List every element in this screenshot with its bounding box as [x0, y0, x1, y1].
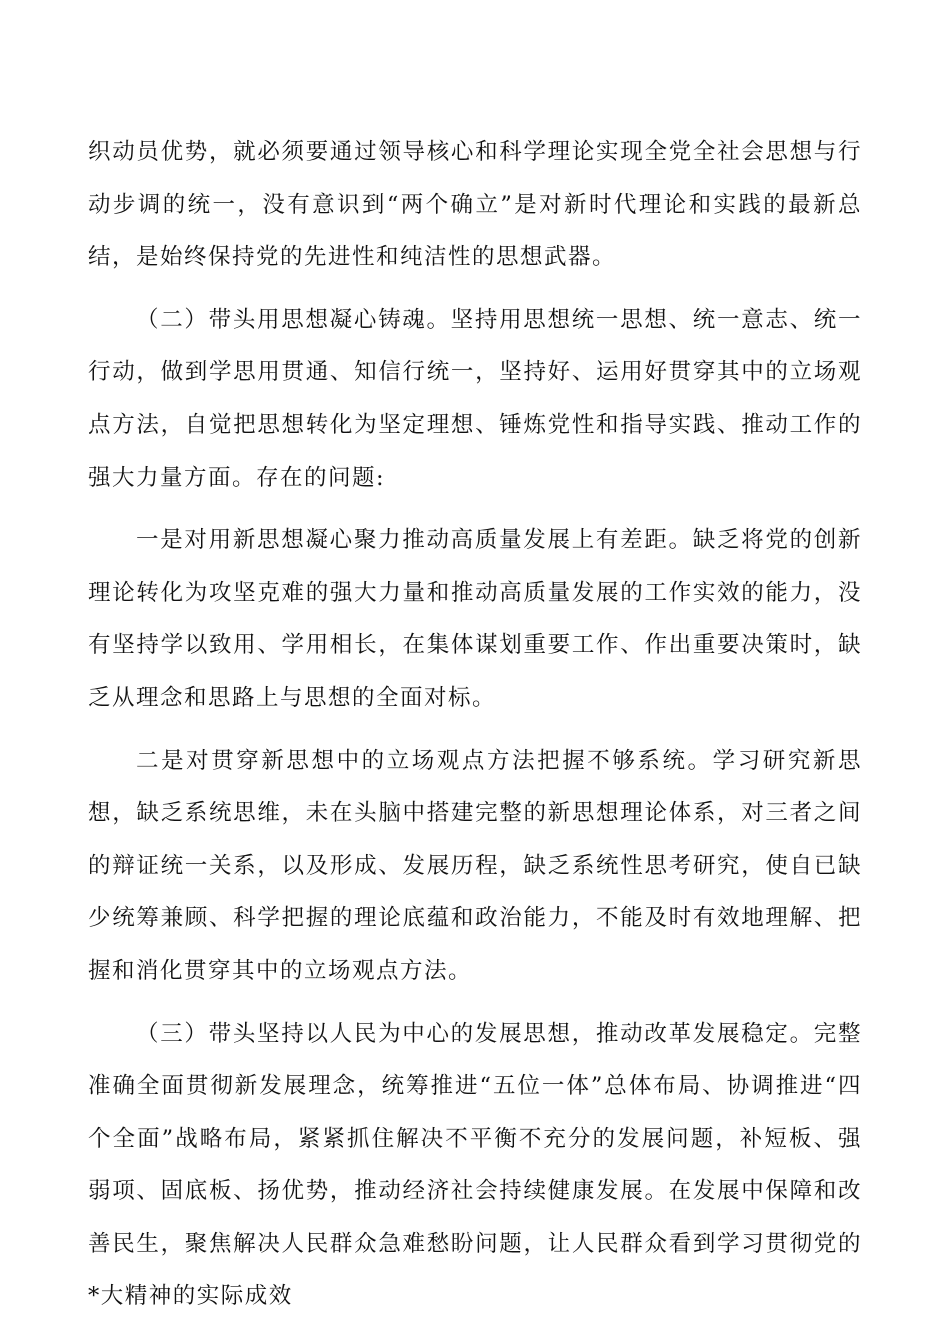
paragraph-spacer: [88, 504, 862, 514]
paragraph-spacer: [88, 284, 862, 294]
paragraph-problem-one: 一是对用新思想凝心聚力推动高质量发展上有差距。缺乏将党的创新理论转化为攻坚克难的强大力量和推动高质量发展的工作实效的能力，没有坚持学以致用、学用相长，在集体谋划重要工作、作出重要决策时，缺乏从理念和思路上与思想的全面对标。: [88, 527, 862, 711]
paragraph-spacer: [88, 725, 862, 735]
paragraph-continuation: 织动员优势，就必须要通过领导核心和科学理论实现全党全社会思想与行动步调的统一，没有意识到“两个确立”是对新时代理论和实践的最新总结，是始终保持党的先进性和纯洁性的思想武器。: [88, 139, 862, 271]
document-body: [88, 126, 862, 1323]
paragraph-section-three: （三）带头坚持以人民为中心的发展思想，推动改革发展稳定。完整准确全面贯彻新发展理念，统筹推进“五位一体”总体布局、协调推进“四个全面”战略布局，紧紧抓住解决不平衡不充分的发展问题，补短板、强弱项、固底板、扬优势，推动经济社会持续健康发展。在发展中保障和改善民生，聚焦解决人民群众急难愁盼问题，让人民群众看到学习贯彻党的*大精神的实际成效: [88, 1020, 862, 1310]
paragraph-section-two: （二）带头用思想凝心铸魂。坚持用思想统一思想、统一意志、统一行动，做到学思用贯通、知信行统一，坚持好、运用好贯穿其中的立场观点方法，自觉把思想转化为坚定理想、锤炼党性和指导实践、推动工作的强大力量方面。存在的问题:: [88, 306, 862, 491]
paragraph-spacer: [88, 998, 862, 1008]
paragraph-problem-two: 二是对贯穿新思想中的立场观点方法把握不够系统。学习研究新思想，缺乏系统思维，未在头脑中搭建完整的新思想理论体系，对三者之间的辩证统一关系，以及形成、发展历程，缺乏系统性思考研究，使自已缺少统筹兼顾、科学把握的理论底蕴和政治能力，不能及时有效地理解、把握和消化贯穿其中的立场观点方法。: [88, 747, 862, 984]
